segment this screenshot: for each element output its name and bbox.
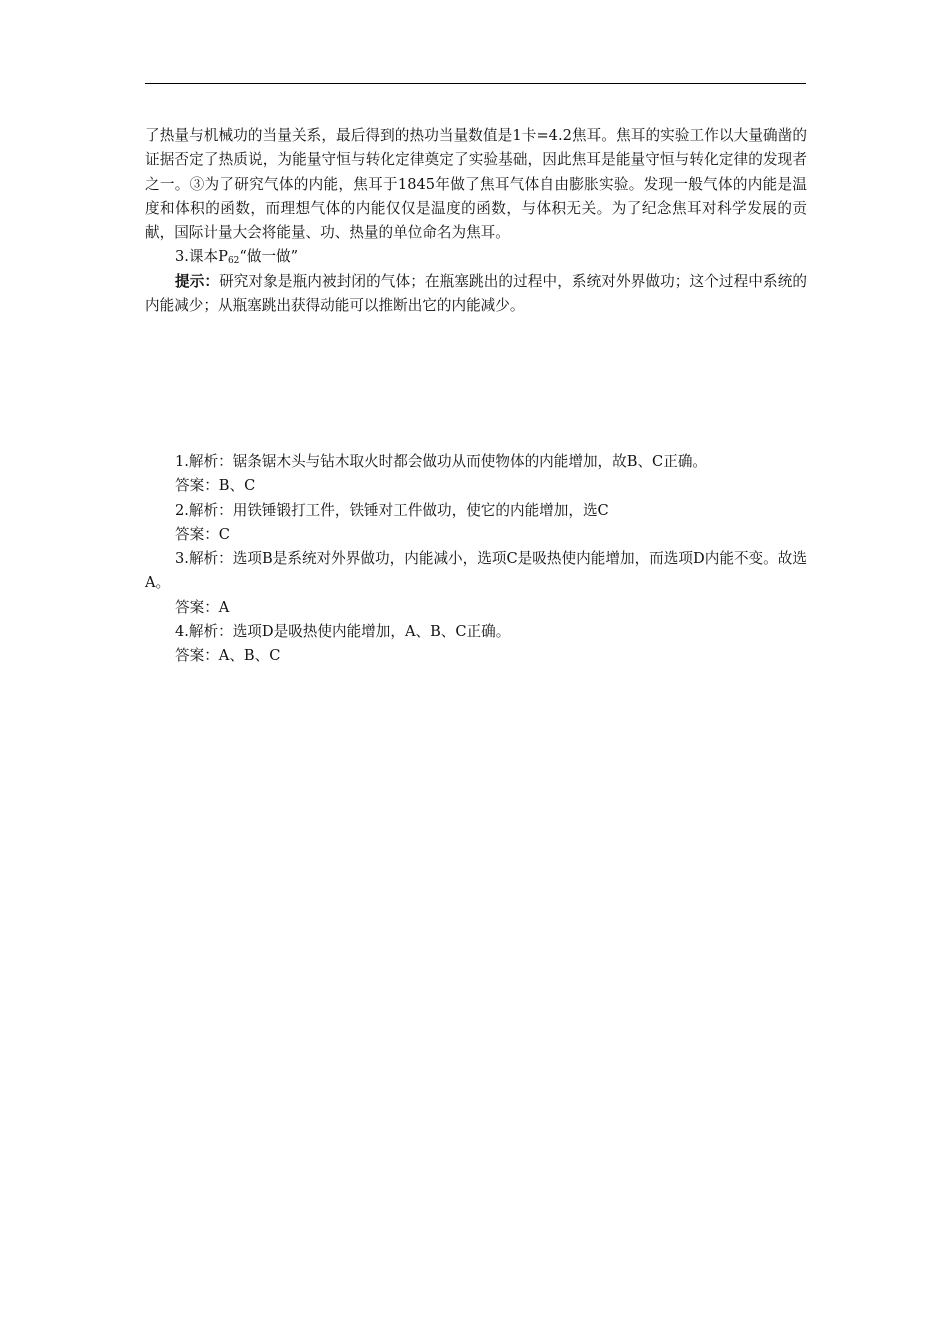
header-rule <box>145 83 806 84</box>
analysis-4: 4.解析：选项D是吸热使内能增加，A、B、C正确。 <box>175 623 511 641</box>
hint-label: 提示： <box>175 272 220 290</box>
item3-page-number: 62 <box>227 256 240 267</box>
answer-3: 答案：A <box>175 598 230 616</box>
hint-text: 研究对象是瓶内被封闭的气体；在瓶塞跳出的过程中，系统对外界做功；这个过程中系统的内能减少；从瓶塞跳出获得动能可以推断出它的内能减少。 <box>145 272 807 315</box>
analysis-3: 3.解析：选项B是系统对外界做功，内能减小，选项C是吸热使内能增加，而选项D内能不变。故选A。 <box>145 550 807 592</box>
answers-section <box>145 450 807 669</box>
analysis-1: 1.解析：锯条锯木头与钻木取火时都会做功从而使物体的内能增加，故B、C正确。 <box>175 453 708 470</box>
answer-4: 答案：A、B、C <box>175 647 281 665</box>
item3-title: “做一做” <box>239 248 299 266</box>
explanation-section <box>145 124 807 318</box>
item3-prefix: 3.课本P <box>175 248 228 266</box>
analysis-2: 2.解析：用铁锤锻打工件，铁锤对工件做功，使它的内能增加，选C <box>175 501 609 519</box>
textbook-item-3 <box>145 245 807 269</box>
joule-history-paragraph: 了热量与机械功的当量关系，最后得到的热功当量数值是1卡=4.2焦耳。焦耳的实验工作以大量确凿的证据否定了热质说，为能量守恒与转化定律奠定了实验基础，因此焦耳是能量守恒与转化定律的发现者之一。③为了研究气体的内能，焦耳于1845年做了焦耳气体自由膨胀实验。发现一般气体的内能是温度和体积的函数，而理想气体的内能仅仅是温度的函数，与体积无关。为了纪念焦耳对科学发展的贡献，国际计量大会将能量、功、热量的单位命名为焦耳。 <box>145 127 807 242</box>
answer-1: 答案：B、C <box>175 477 256 495</box>
answer-2: 答案：C <box>175 525 230 543</box>
hint-paragraph <box>145 270 807 319</box>
